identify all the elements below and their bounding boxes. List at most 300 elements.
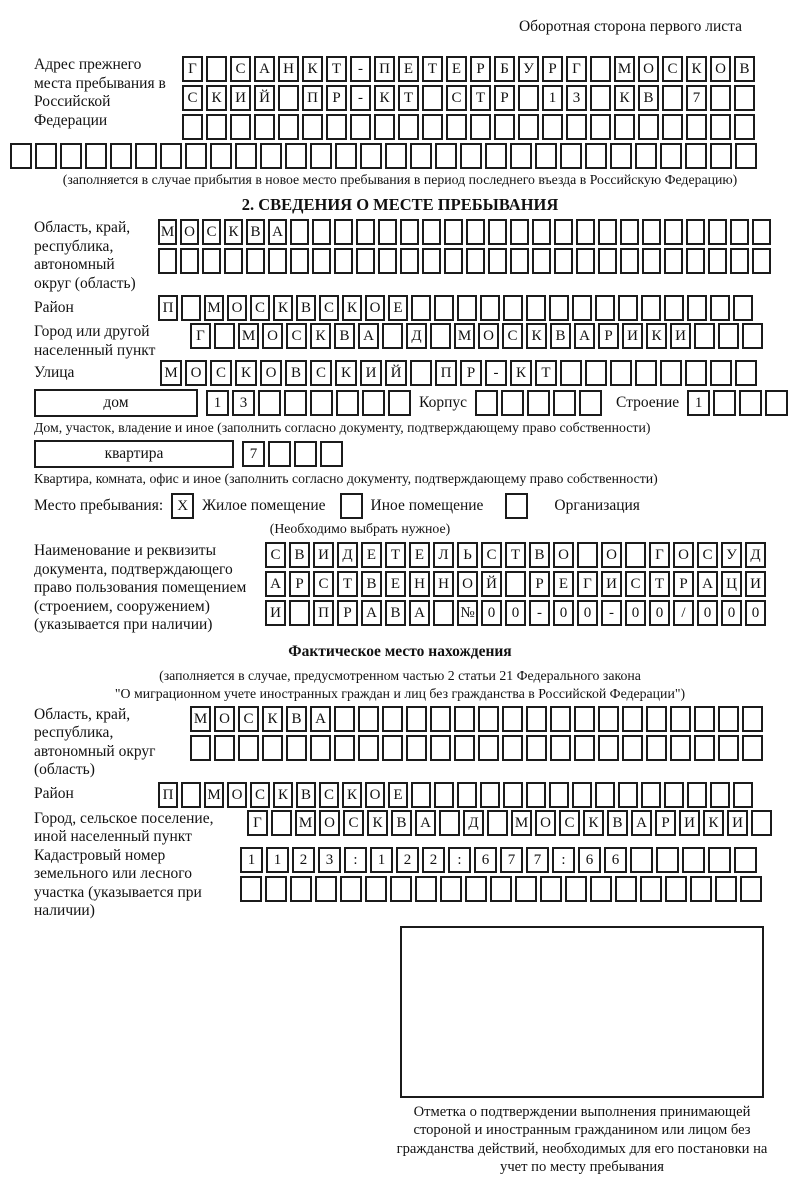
char-cell xyxy=(585,143,607,169)
char-cell: К xyxy=(367,810,388,836)
char-cell: В xyxy=(361,571,382,597)
char-cell xyxy=(535,143,557,169)
char-cell xyxy=(641,782,661,808)
char-cell: Д xyxy=(745,542,766,568)
char-cell xyxy=(362,390,385,416)
char-cell xyxy=(398,114,419,140)
char-cell xyxy=(480,295,500,321)
char-cell: С xyxy=(625,571,646,597)
char-cell xyxy=(180,248,199,274)
char-cell: Г xyxy=(182,56,203,82)
char-cell: М xyxy=(454,323,475,349)
char-cell: 0 xyxy=(625,600,646,626)
char-cell: О xyxy=(185,360,207,386)
char-cell xyxy=(614,114,635,140)
char-cell: Н xyxy=(433,571,454,597)
char-cell: И xyxy=(745,571,766,597)
char-cell xyxy=(182,114,203,140)
stamp-box xyxy=(400,926,764,1098)
char-cell: К xyxy=(302,56,323,82)
char-cell: Т xyxy=(422,56,443,82)
char-cell: Ц xyxy=(721,571,742,597)
char-cell: О xyxy=(365,782,385,808)
char-cell: К xyxy=(703,810,724,836)
char-cell: Р xyxy=(494,85,515,111)
char-cell: А xyxy=(415,810,436,836)
char-cell xyxy=(478,735,499,761)
prev-address-label: Адрес прежнего места пребывания в Российской Федерации xyxy=(34,56,166,129)
char-cell: П xyxy=(158,295,178,321)
char-cell: А xyxy=(265,571,286,597)
char-cell: О xyxy=(535,810,556,836)
char-cell xyxy=(110,143,132,169)
char-cell xyxy=(290,248,309,274)
char-cell xyxy=(365,876,387,902)
char-cell xyxy=(285,143,307,169)
char-cell xyxy=(434,782,454,808)
char-cell: Г xyxy=(577,571,598,597)
char-cell xyxy=(718,323,739,349)
char-cell: Р xyxy=(673,571,694,597)
char-cell: М xyxy=(238,323,259,349)
char-cell: С xyxy=(313,571,334,597)
char-cell xyxy=(710,85,731,111)
char-cell: И xyxy=(265,600,286,626)
char-cell xyxy=(422,248,441,274)
char-cell xyxy=(590,56,611,82)
char-cell xyxy=(358,735,379,761)
char-cell: 7 xyxy=(686,85,707,111)
char-cell xyxy=(444,219,463,245)
char-cell xyxy=(532,219,551,245)
char-cell xyxy=(690,876,712,902)
char-cell xyxy=(642,219,661,245)
char-cell xyxy=(638,114,659,140)
char-cell xyxy=(310,390,333,416)
char-cell xyxy=(202,248,221,274)
char-cell xyxy=(710,782,730,808)
prev-address-block xyxy=(34,56,790,140)
char-cell xyxy=(590,85,611,111)
char-cell xyxy=(694,323,715,349)
char-cell xyxy=(235,143,257,169)
char-cell xyxy=(687,782,707,808)
char-cell: М xyxy=(511,810,532,836)
checkbox-inoe-pomeshchenie xyxy=(340,493,363,519)
char-cell xyxy=(735,143,757,169)
char-cell: П xyxy=(313,600,334,626)
document-row-2 xyxy=(265,571,766,597)
char-cell xyxy=(440,876,462,902)
char-cell: С xyxy=(502,323,523,349)
char-cell: О xyxy=(262,323,283,349)
district-label: Район xyxy=(34,298,74,316)
char-cell xyxy=(590,114,611,140)
char-cell: М xyxy=(204,295,224,321)
char-cell: П xyxy=(158,782,178,808)
char-cell: Е xyxy=(446,56,467,82)
char-cell xyxy=(686,248,705,274)
region-label: Область, край, республика, автономный округ (область) xyxy=(34,219,136,292)
korpus-row xyxy=(475,390,602,416)
char-cell xyxy=(289,600,310,626)
char-cell xyxy=(620,248,639,274)
char-cell: 1 xyxy=(542,85,563,111)
stroenie-label: Строение xyxy=(616,394,680,411)
char-cell xyxy=(542,114,563,140)
char-cell: 1 xyxy=(687,390,710,416)
char-cell xyxy=(733,295,753,321)
char-cell: В xyxy=(391,810,412,836)
char-cell: А xyxy=(631,810,652,836)
char-cell xyxy=(454,735,475,761)
char-cell xyxy=(641,295,661,321)
char-cell xyxy=(457,295,477,321)
char-cell xyxy=(733,782,753,808)
char-cell xyxy=(488,219,507,245)
char-cell xyxy=(610,360,632,386)
street-row xyxy=(160,360,757,386)
char-cell xyxy=(577,542,598,568)
char-cell xyxy=(740,876,762,902)
char-cell: Л xyxy=(433,542,454,568)
char-cell xyxy=(60,143,82,169)
char-cell: К xyxy=(310,323,331,349)
char-cell: К xyxy=(686,56,707,82)
char-cell: Й xyxy=(385,360,407,386)
char-cell: О xyxy=(673,542,694,568)
char-cell xyxy=(730,248,749,274)
char-cell xyxy=(646,706,667,732)
char-cell xyxy=(665,876,687,902)
char-cell: - xyxy=(350,85,371,111)
apartment-box: квартира xyxy=(34,440,234,468)
char-cell xyxy=(446,114,467,140)
char-cell xyxy=(310,735,331,761)
char-cell xyxy=(385,143,407,169)
char-cell: К xyxy=(273,782,293,808)
char-cell xyxy=(694,735,715,761)
char-cell: 0 xyxy=(505,600,526,626)
char-cell xyxy=(560,143,582,169)
char-cell xyxy=(465,876,487,902)
char-cell xyxy=(503,295,523,321)
char-cell: С xyxy=(319,295,339,321)
char-cell xyxy=(480,782,500,808)
char-cell: У xyxy=(518,56,539,82)
cadastral-label: Кадастровый номер земельного или лесного участка (указывается при наличии) xyxy=(34,846,202,919)
char-cell xyxy=(206,56,227,82)
char-cell xyxy=(686,219,705,245)
char-cell: Г xyxy=(649,542,670,568)
actual-district-row xyxy=(158,782,753,808)
stamp-caption: Отметка о подтверждении выполнения принимающей стороной и иностранным гражданином или лицом без гражданства действий, необходимых для его постановки на учет по месту пребывания xyxy=(396,1103,768,1175)
char-cell xyxy=(278,85,299,111)
char-cell: О xyxy=(227,782,247,808)
char-cell xyxy=(742,323,763,349)
char-cell xyxy=(502,735,523,761)
char-cell xyxy=(526,706,547,732)
char-cell xyxy=(238,735,259,761)
char-cell xyxy=(532,248,551,274)
char-cell xyxy=(660,360,682,386)
char-cell xyxy=(734,847,757,873)
char-cell: Т xyxy=(326,56,347,82)
char-cell xyxy=(460,143,482,169)
char-cell: С xyxy=(250,782,270,808)
char-cell xyxy=(708,248,727,274)
char-cell xyxy=(554,219,573,245)
char-cell xyxy=(526,295,546,321)
char-cell xyxy=(718,735,739,761)
char-cell: 1 xyxy=(240,847,263,873)
char-cell: Д xyxy=(406,323,427,349)
char-cell xyxy=(670,735,691,761)
char-cell xyxy=(487,810,508,836)
char-cell: К xyxy=(374,85,395,111)
char-cell xyxy=(708,219,727,245)
char-cell xyxy=(620,219,639,245)
char-cell: Е xyxy=(553,571,574,597)
char-cell xyxy=(350,114,371,140)
apartment-note: Квартира, комната, офис и иное (заполнить согласно документу, подтверждающему право собственности) xyxy=(34,471,658,486)
char-cell xyxy=(160,143,182,169)
char-cell xyxy=(336,390,359,416)
char-cell: 0 xyxy=(649,600,670,626)
char-cell: М xyxy=(190,706,211,732)
char-cell: И xyxy=(313,542,334,568)
actual-location-title: Фактическое место нахождения xyxy=(288,642,512,660)
char-cell xyxy=(510,143,532,169)
char-cell: О xyxy=(638,56,659,82)
region-block xyxy=(34,219,790,293)
char-cell xyxy=(490,876,512,902)
char-cell xyxy=(411,295,431,321)
stay-type-note: (Необходимо выбрать нужное) xyxy=(269,521,451,536)
char-cell xyxy=(572,782,592,808)
char-cell: И xyxy=(601,571,622,597)
char-cell xyxy=(85,143,107,169)
char-cell xyxy=(576,248,595,274)
char-cell xyxy=(278,114,299,140)
char-cell xyxy=(574,735,595,761)
cadastral-row-2 xyxy=(240,876,762,902)
char-cell: 0 xyxy=(481,600,502,626)
char-cell: Т xyxy=(505,542,526,568)
char-cell xyxy=(505,571,526,597)
char-cell: С xyxy=(559,810,580,836)
stay-type-option-label: Иное помещение xyxy=(370,497,484,514)
char-cell: 2 xyxy=(292,847,315,873)
char-cell xyxy=(742,706,763,732)
char-cell: К xyxy=(335,360,357,386)
house-note: Дом, участок, владение и иное (заполнить согласно документу, подтверждающему право собственности) xyxy=(34,420,651,435)
char-cell xyxy=(433,600,454,626)
char-cell: С xyxy=(310,360,332,386)
char-cell xyxy=(444,248,463,274)
char-cell xyxy=(664,782,684,808)
char-cell xyxy=(742,735,763,761)
char-cell: Р xyxy=(337,600,358,626)
char-cell xyxy=(574,706,595,732)
char-cell xyxy=(258,390,281,416)
char-cell: 3 xyxy=(232,390,255,416)
city-block xyxy=(34,323,790,360)
char-cell: О xyxy=(601,542,622,568)
char-cell xyxy=(598,706,619,732)
section2-title: 2. СВЕДЕНИЯ О МЕСТЕ ПРЕБЫВАНИЯ xyxy=(241,195,559,214)
char-cell xyxy=(598,248,617,274)
char-cell: Г xyxy=(247,810,268,836)
char-cell xyxy=(356,248,375,274)
char-cell: С xyxy=(250,295,270,321)
char-cell xyxy=(382,323,403,349)
char-cell xyxy=(382,735,403,761)
char-cell: Е xyxy=(361,542,382,568)
char-cell: И xyxy=(622,323,643,349)
prev-address-row-3 xyxy=(182,114,755,140)
char-cell xyxy=(526,735,547,761)
char-cell: - xyxy=(350,56,371,82)
char-cell xyxy=(430,706,451,732)
char-cell: С xyxy=(286,323,307,349)
char-cell: С xyxy=(182,85,203,111)
char-cell xyxy=(430,323,451,349)
char-cell: Н xyxy=(278,56,299,82)
char-cell: О xyxy=(260,360,282,386)
char-cell xyxy=(181,295,201,321)
char-cell: М xyxy=(158,219,177,245)
city-row xyxy=(190,323,763,349)
char-cell xyxy=(503,782,523,808)
char-cell: Т xyxy=(649,571,670,597)
char-cell xyxy=(566,114,587,140)
char-cell xyxy=(622,706,643,732)
actual-city-label: Город, сельское поселение, иной населенный пункт xyxy=(34,809,214,845)
char-cell xyxy=(435,143,457,169)
char-cell xyxy=(268,441,291,467)
char-cell xyxy=(268,248,287,274)
char-cell xyxy=(358,706,379,732)
char-cell: К xyxy=(224,219,243,245)
char-cell: - xyxy=(485,360,507,386)
stay-type-label: Место пребывания: xyxy=(34,497,164,514)
char-cell xyxy=(185,143,207,169)
char-cell: О xyxy=(180,219,199,245)
char-cell: 7 xyxy=(500,847,523,873)
char-cell: Р xyxy=(470,56,491,82)
actual-location-note-1: (заполняется в случае, предусмотренном частью 2 статьи 21 Федерального закона xyxy=(159,667,641,683)
char-cell xyxy=(378,219,397,245)
char-cell xyxy=(515,876,537,902)
char-cell: К xyxy=(262,706,283,732)
char-cell: А xyxy=(254,56,275,82)
char-cell: Р xyxy=(460,360,482,386)
char-cell: А xyxy=(409,600,430,626)
char-cell: С xyxy=(481,542,502,568)
char-cell xyxy=(664,219,683,245)
house-number-row xyxy=(206,390,411,416)
street-label: Улица xyxy=(34,363,75,381)
char-cell xyxy=(411,782,431,808)
char-cell xyxy=(320,441,343,467)
char-cell xyxy=(485,143,507,169)
char-cell: В xyxy=(286,706,307,732)
char-cell xyxy=(265,876,287,902)
char-cell: С xyxy=(202,219,221,245)
char-cell xyxy=(710,295,730,321)
char-cell: А xyxy=(310,706,331,732)
char-cell xyxy=(595,295,615,321)
char-cell: 1 xyxy=(266,847,289,873)
char-cell: 6 xyxy=(578,847,601,873)
char-cell xyxy=(214,323,235,349)
char-cell xyxy=(615,876,637,902)
document-label: Наименование и реквизиты документа, подтверждающего право пользования помещением (строением, сооружением) (указывается при наличии) xyxy=(34,542,247,633)
stay-type-option-label: Жилое помещение xyxy=(202,497,326,514)
char-cell xyxy=(501,390,524,416)
city-label: Город или другой населенный пункт xyxy=(34,323,156,359)
char-cell: С xyxy=(319,782,339,808)
char-cell: : xyxy=(344,847,367,873)
actual-city-row xyxy=(247,810,772,836)
char-cell xyxy=(210,143,232,169)
char-cell xyxy=(540,876,562,902)
char-cell xyxy=(246,248,265,274)
char-cell: Б xyxy=(494,56,515,82)
district-block xyxy=(34,295,790,321)
char-cell xyxy=(618,295,638,321)
char-cell: С xyxy=(210,360,232,386)
char-cell xyxy=(454,706,475,732)
char-cell xyxy=(35,143,57,169)
char-cell: 6 xyxy=(604,847,627,873)
char-cell: Т xyxy=(385,542,406,568)
char-cell xyxy=(646,735,667,761)
char-cell xyxy=(135,143,157,169)
char-cell: К xyxy=(206,85,227,111)
char-cell: 7 xyxy=(242,441,265,467)
char-cell: 6 xyxy=(474,847,497,873)
char-cell xyxy=(730,219,749,245)
char-cell xyxy=(494,114,515,140)
char-cell: 3 xyxy=(566,85,587,111)
char-cell: А xyxy=(697,571,718,597)
actual-region-block xyxy=(34,706,790,780)
char-cell: О xyxy=(553,542,574,568)
char-cell xyxy=(550,706,571,732)
char-cell xyxy=(466,248,485,274)
char-cell xyxy=(735,360,757,386)
char-cell: И xyxy=(670,323,691,349)
char-cell: О xyxy=(478,323,499,349)
char-cell xyxy=(434,295,454,321)
char-cell xyxy=(430,735,451,761)
char-cell xyxy=(334,706,355,732)
char-cell xyxy=(710,360,732,386)
char-cell: О xyxy=(710,56,731,82)
char-cell: Е xyxy=(385,571,406,597)
char-cell xyxy=(286,735,307,761)
char-cell: Р xyxy=(529,571,550,597)
char-cell xyxy=(302,114,323,140)
char-cell: - xyxy=(529,600,550,626)
char-cell xyxy=(10,143,32,169)
char-cell xyxy=(739,390,762,416)
char-cell xyxy=(271,810,292,836)
char-cell xyxy=(687,295,707,321)
char-cell: К xyxy=(510,360,532,386)
